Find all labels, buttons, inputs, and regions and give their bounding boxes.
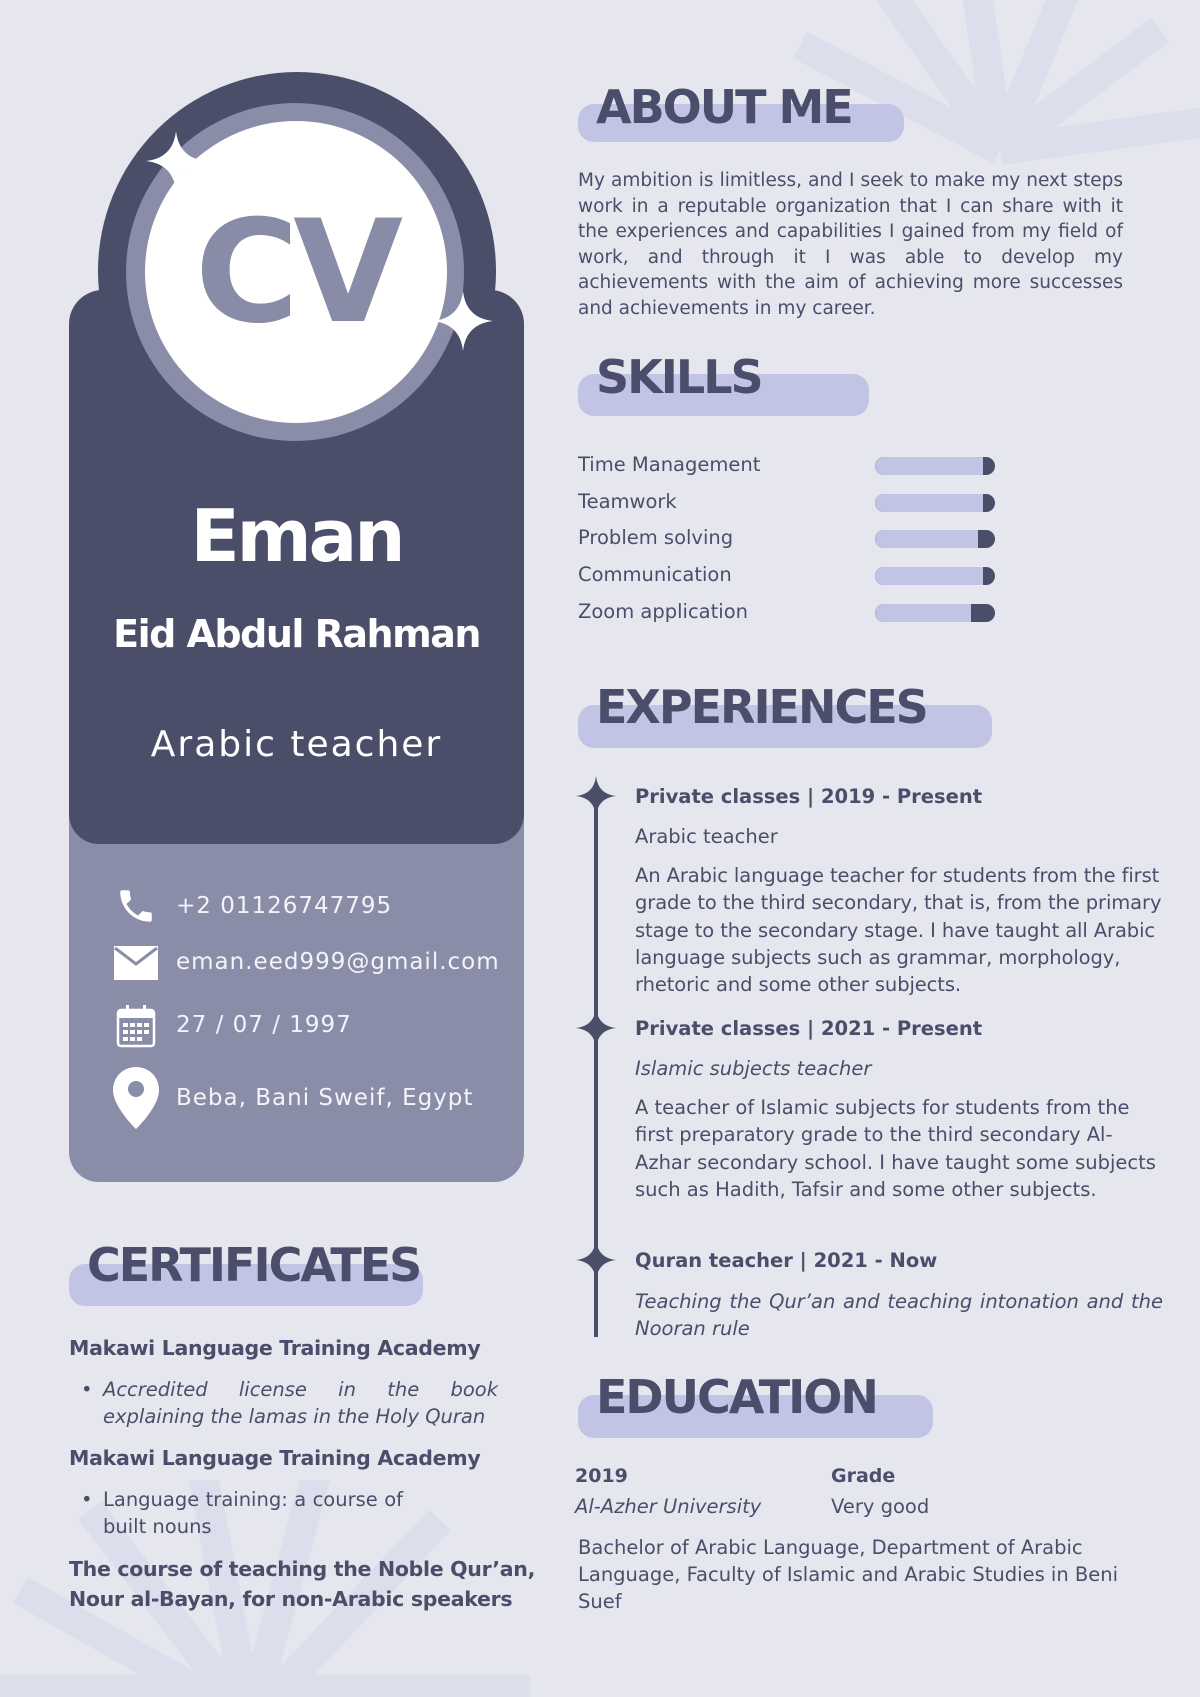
timeline-star-icon xyxy=(576,1008,616,1048)
skill-label: Communication xyxy=(578,563,732,587)
education-year: 2019 xyxy=(575,1465,628,1487)
experience-title: Private classes | 2019 - Present xyxy=(635,785,983,808)
first-name: Eman xyxy=(190,494,403,578)
contact-email xyxy=(112,946,500,980)
certificate-detail: • Accredited license in the book explaining the lamas in the Holy Quran xyxy=(103,1376,498,1430)
location: Beba, Bani Sweif, Egypt xyxy=(176,1085,474,1111)
phone-icon xyxy=(112,885,160,927)
about-text: My ambition is limitless, and I seek to make my next steps work in a reputable organization that I can share with it the experiences and capabilities I gained from my field of work, and through it I was able to develop my achievements with the aim of achieving more successes and achievements in my career. xyxy=(578,170,1123,319)
sparkle-icon xyxy=(433,291,493,351)
skill-row xyxy=(578,526,998,550)
skill-level-fill xyxy=(875,604,971,622)
skill-label: Time Management xyxy=(578,453,761,476)
experience-description: An Arabic language teacher for students from the first grade to the third secondary, that is, from the primary stage to the secondary stage. I have taught all Arabic language subjects such as grammar, morphology, rhetoric and some other subjects. xyxy=(635,864,1162,997)
skill-level-bar xyxy=(875,494,995,512)
certificate-detail: • Language training: a course of built nouns xyxy=(103,1486,403,1540)
mail-icon xyxy=(112,946,160,980)
certificate-name: Makawi Language Training Academy xyxy=(69,1336,481,1360)
phone-number[interactable]: +2 01126747795 xyxy=(176,893,393,919)
education-grade-label: Grade xyxy=(831,1465,896,1487)
experience-description: A teacher of Islamic subjects for students from the first preparatory grade to the third secondary Al-Azhar secondary school. I have taught some subjects such as Hadith, Tafsir and some other subjects. xyxy=(635,1096,1156,1201)
timeline-star-icon xyxy=(576,1240,616,1280)
skill-label: Teamwork xyxy=(578,489,677,513)
certificate-name: Makawi Language Training Academy xyxy=(69,1446,481,1470)
experience-item xyxy=(635,1016,1163,1203)
education-university: Al-Azher University xyxy=(575,1495,762,1518)
skill-level-fill xyxy=(875,457,983,475)
skill-row xyxy=(578,453,998,477)
job-title: Arabic teacher xyxy=(150,724,443,765)
skill-level-fill xyxy=(875,494,983,512)
cv-logo: CV xyxy=(194,189,398,355)
email-address[interactable]: eman.eed999@gmail.com xyxy=(176,949,500,975)
experience-role: Islamic subjects teacher xyxy=(635,1057,872,1080)
certificate-course: The course of teaching the Noble Qur’an, Nour al-Bayan, for non-Arabic speakers xyxy=(69,1557,536,1611)
skill-level-bar xyxy=(875,604,995,622)
education-description: Bachelor of Arabic Language, Department of Arabic Language, Faculty of Islamic and Arabic Studies in Beni Suef xyxy=(578,1536,1119,1613)
contact-location xyxy=(112,1067,474,1129)
birth-date: 27 / 07 / 1997 xyxy=(176,1012,352,1038)
experience-item xyxy=(635,784,1163,998)
skill-level-bar xyxy=(875,567,995,585)
contact-birthdate xyxy=(112,1004,352,1048)
location-pin-icon xyxy=(112,1067,160,1129)
experience-role: Teaching the Qur’an and teaching intonation and the Nooran rule xyxy=(635,1290,1163,1340)
timeline-star-icon xyxy=(576,776,616,816)
skill-row xyxy=(578,490,998,514)
skill-label: Problem solving xyxy=(578,526,734,550)
education-grade: Very good xyxy=(831,1495,930,1518)
experience-role: Arabic teacher xyxy=(635,825,778,848)
calendar-icon xyxy=(112,1004,160,1048)
skill-level-bar xyxy=(875,457,995,475)
skill-level-fill xyxy=(875,530,978,548)
experience-item xyxy=(635,1248,1163,1342)
experience-title: Quran teacher | 2021 - Now xyxy=(635,1249,938,1272)
last-name: Eid Abdul Rahman xyxy=(113,612,480,656)
experience-title: Private classes | 2021 - Present xyxy=(635,1017,983,1040)
skill-row xyxy=(578,600,998,624)
skill-label: Zoom application xyxy=(578,599,748,623)
sparkle-icon xyxy=(146,131,206,191)
skill-level-bar xyxy=(875,530,995,548)
contact-phone xyxy=(112,885,393,927)
skill-level-fill xyxy=(875,567,983,585)
skill-row xyxy=(578,563,998,587)
